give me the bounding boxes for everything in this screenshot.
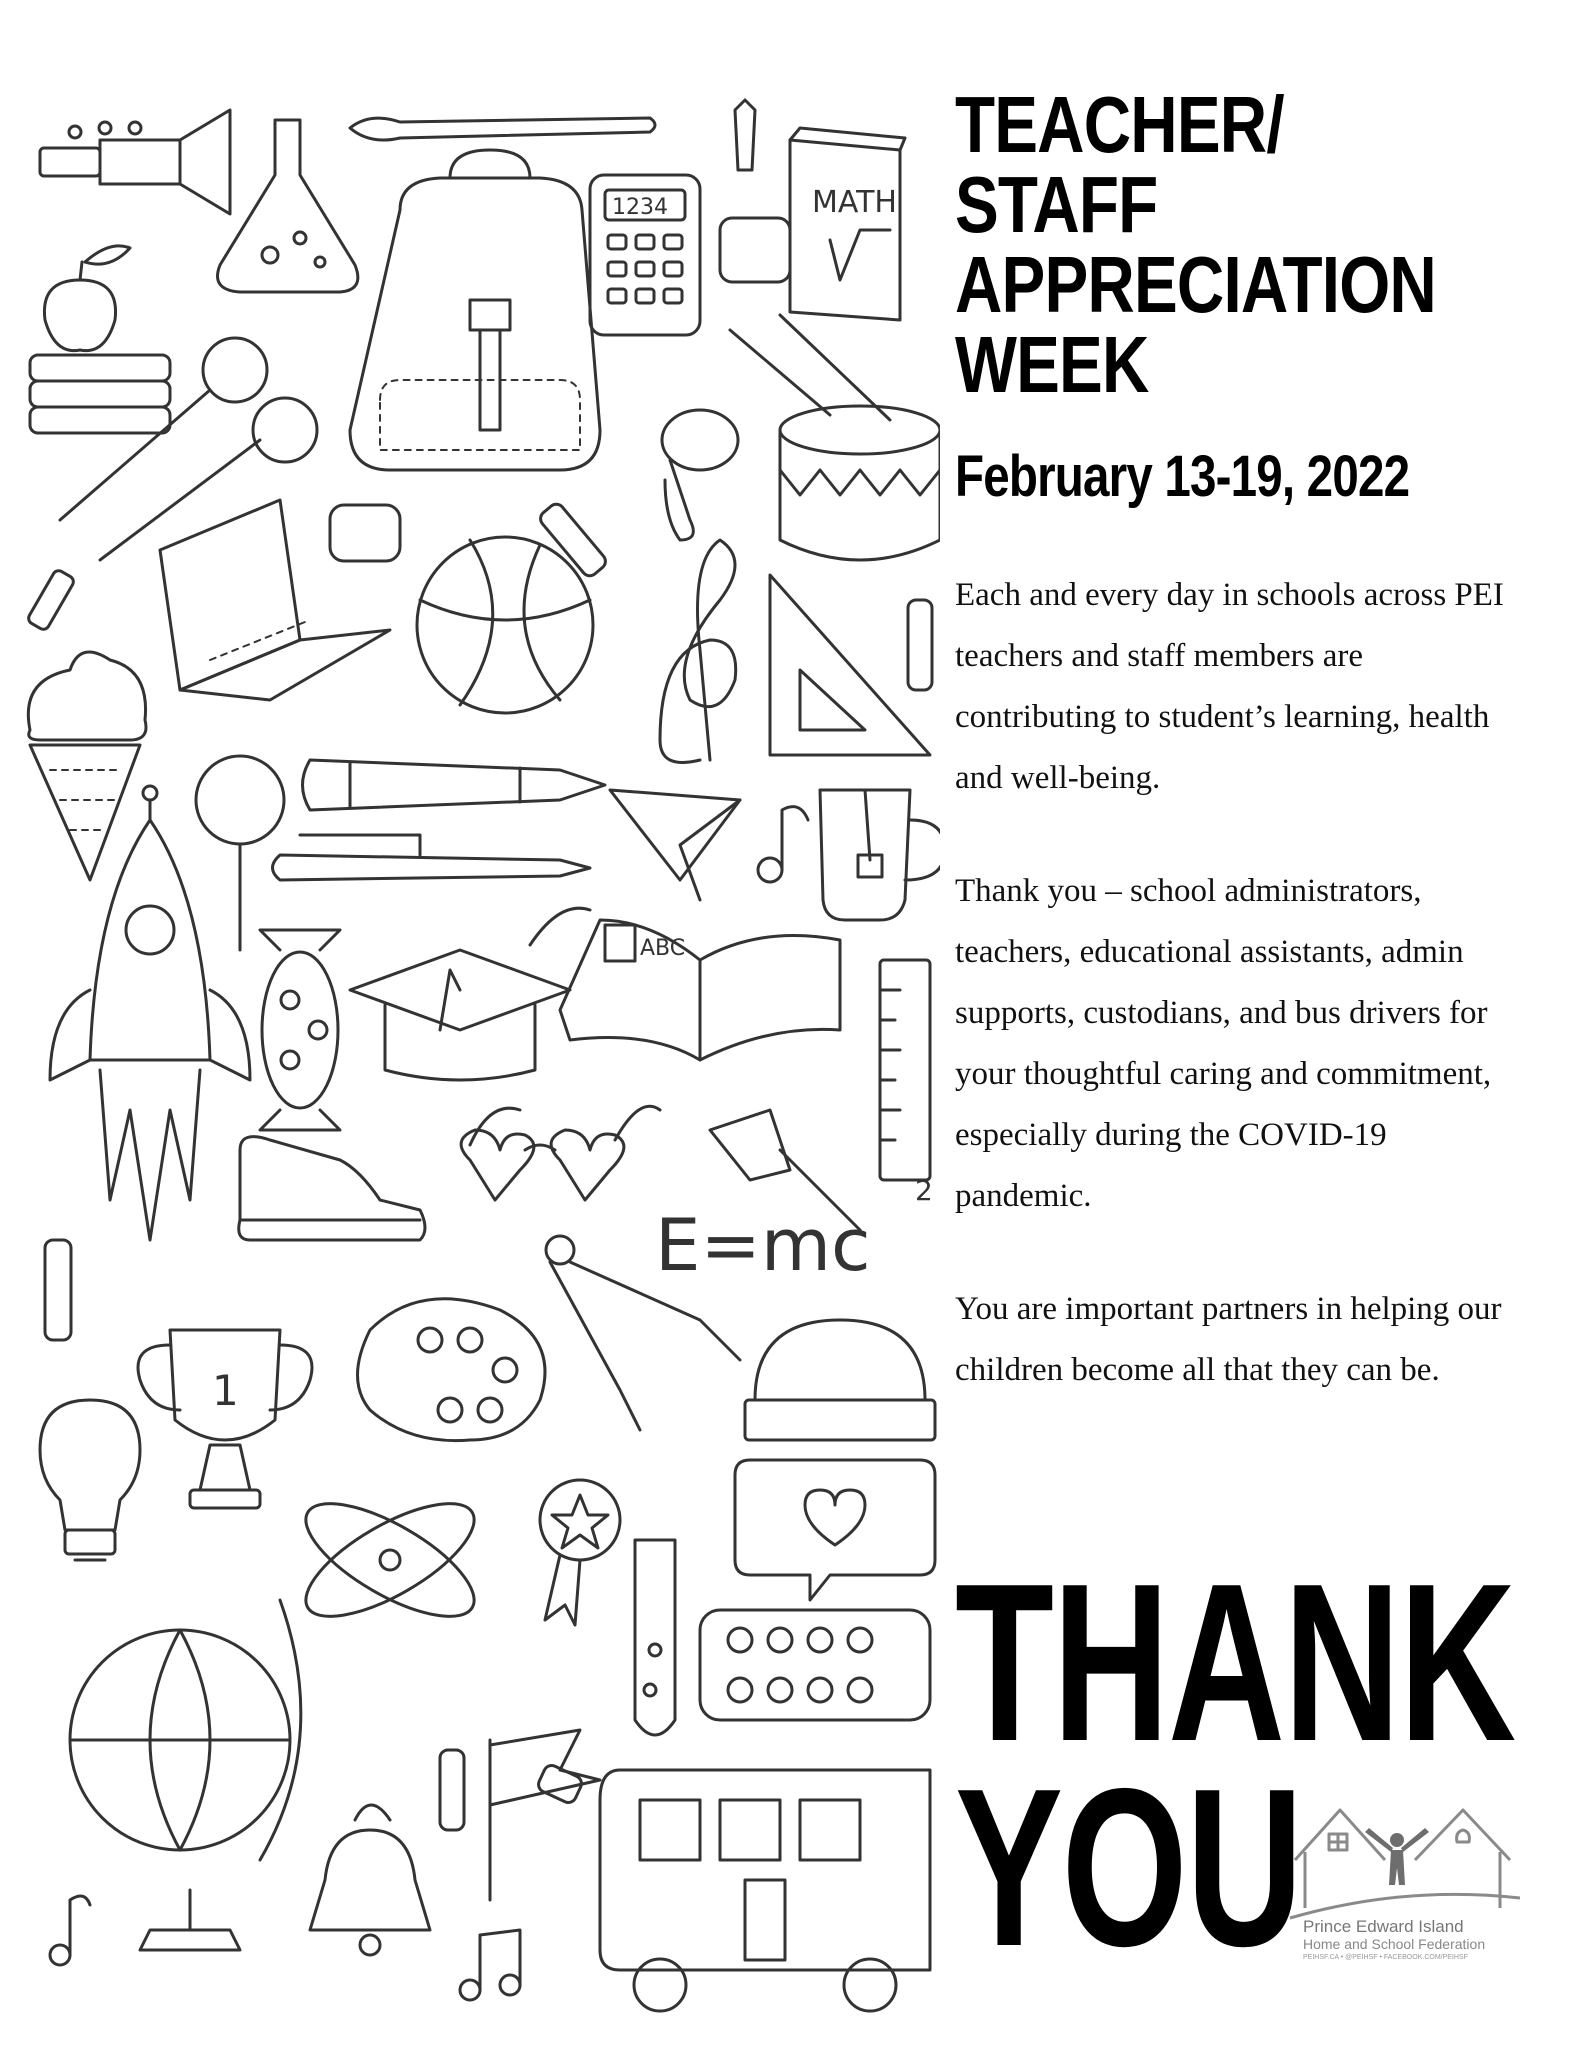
laptop-icon	[160, 500, 390, 700]
flashlight-icon	[40, 110, 230, 214]
thanks-paragraph: Thank you – school administrators, teachers, educational assistants, admin supports, custodians, and bus drivers for your thoughtful caring and commitment, especially during the COVID-19 pandemic.	[955, 873, 1492, 1214]
palette-icon	[358, 1299, 546, 1441]
flask-icon	[218, 120, 358, 292]
pencil-icon	[303, 760, 606, 810]
open-book-icon	[560, 920, 840, 1060]
globe-icon	[70, 1600, 301, 1950]
music-note-icon	[758, 807, 808, 882]
title-line-1: TEACHER/	[955, 80, 1284, 169]
scissors-icon	[60, 338, 317, 560]
graduation-cap-icon	[350, 908, 590, 1080]
paper-plane-icon	[610, 790, 740, 900]
atom-icon	[290, 1482, 490, 1638]
school-bus-icon	[600, 1770, 930, 2011]
sneaker-icon	[239, 1137, 425, 1240]
ruler-icon	[880, 960, 930, 1180]
backpack-icon	[350, 150, 600, 470]
calculator-icon	[590, 175, 700, 335]
svg-text:E=mc: E=mc	[655, 1203, 871, 1287]
drum-icon	[730, 315, 940, 560]
heart-glasses-icon	[461, 1106, 660, 1200]
light-bulb-icon	[40, 1400, 140, 1560]
pen-icon	[273, 835, 591, 880]
thank-you-line-1: THANK	[955, 1536, 1515, 1788]
paint-set-icon	[700, 1610, 930, 1720]
chalk-2-icon	[908, 600, 932, 690]
medal-icon	[540, 1480, 620, 1625]
apple-books-icon	[30, 246, 170, 433]
flag-icon	[490, 1730, 600, 1900]
music-note-2-icon	[50, 1896, 520, 2000]
svg-text:ABC: ABC	[640, 936, 686, 961]
title-line-3: APPRECIATION	[955, 240, 1436, 329]
candy-icon	[260, 930, 340, 1130]
thank-you-line-2: YOU	[955, 1741, 1302, 1993]
chalk-3-icon	[45, 1240, 71, 1340]
formula-text	[655, 1174, 933, 1287]
eraser-icon	[720, 100, 790, 282]
logo-title: Prince Edward Island	[1303, 1917, 1464, 1936]
test-tube-icon	[635, 1540, 675, 1735]
protractor-icon	[745, 1320, 935, 1440]
heart-bubble-icon	[735, 1460, 935, 1600]
title-line-2: STAFF	[955, 160, 1158, 249]
svg-text:1: 1	[212, 1366, 239, 1415]
basketball-icon	[417, 537, 593, 713]
title-line-4: WEEK	[955, 320, 1149, 409]
paintbrush-icon	[350, 118, 655, 140]
logo-links: PEIHSF.CA • @PEIHSF • FACEBOOK.COM/PEIHSF	[1303, 1954, 1468, 1961]
intro-paragraph: Each and every day in schools across PEI teachers and staff members are contributing to student’s learning, health and well-being.	[955, 577, 1504, 796]
trophy-icon	[138, 1330, 312, 1508]
ice-cream-icon	[28, 652, 146, 880]
lollipop-icon	[196, 756, 284, 950]
treble-clef-icon	[660, 540, 736, 763]
announcement-column	[955, 80, 1555, 1401]
bell-icon	[310, 1805, 430, 1955]
federation-logo	[1285, 1790, 1520, 1990]
svg-text:1234: 1234	[612, 195, 668, 220]
houses-logo-icon	[1285, 1790, 1520, 1920]
math-book-icon	[790, 128, 905, 320]
set-square-icon	[770, 575, 930, 755]
svg-text:MATH: MATH	[812, 185, 897, 220]
mug-icon	[820, 790, 940, 920]
event-date: February 13-19, 2022	[955, 444, 1410, 509]
eraser-2-icon	[330, 505, 400, 561]
chalk-icon	[26, 501, 608, 631]
logo-subtitle: Home and School Federation	[1303, 1936, 1486, 1952]
tape-measure-icon	[662, 410, 738, 540]
page-title	[955, 80, 1562, 409]
partners-paragraph: You are important partners in helping our children become all that they can be.	[955, 1291, 1502, 1388]
svg-text:2: 2	[915, 1174, 933, 1207]
